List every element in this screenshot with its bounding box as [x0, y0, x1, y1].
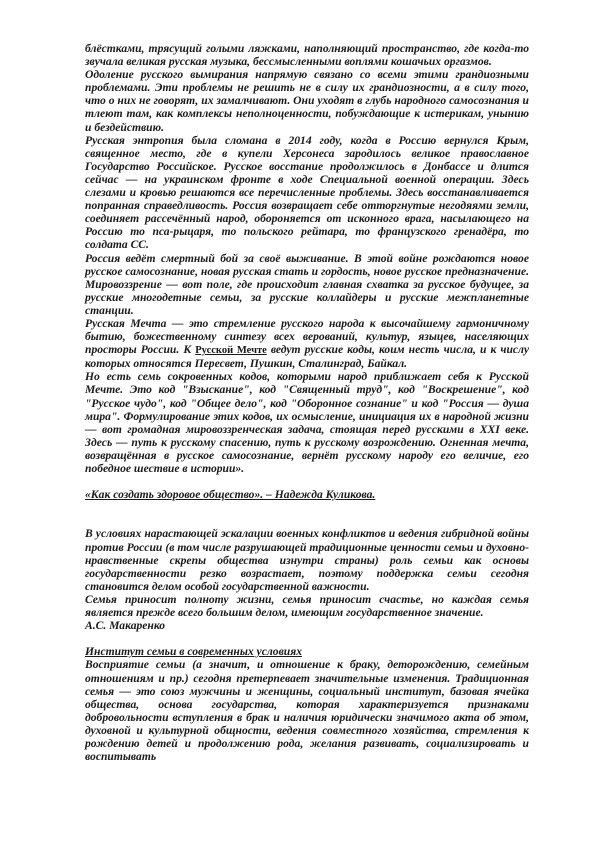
spacer [85, 632, 529, 645]
paragraph-extinction: Одоление русского вымирания напрямую связано со всеми этими грандиозными проблемами. Эти проблемы не решить не в силу их грандиозности, а в силу того, что о них не говорят, их замалчивают. Они уходят в глубь народного самосознания и тлеют там, как комплексы неполноценности, побуждающие к истерикам, унынию и бездействию. [85, 68, 529, 134]
paragraph-entropy: Русская энтропия была сломана в 2014 году, когда в Россию вернулся Крым, священное место, где в купели Херсонеса зародилось великое православное Государство Российское. Русское восстание продолжилось в Донбассе и длится сейчас — на украинском фронте в ходе Специальной военной операции. Здесь слезами и кровью решаются все перечисленные проблемы. Здесь восстанавливается попранная справедливость. Россия возвращает себе отторгнутые негодяями земли, соединяет рассечённый народ, обороняется от исконного врага, насылающего на Россию то пса-рыцаря, то польского рейтара, то французского гренадёра, то солдата СС. [85, 133, 529, 252]
document-page [85, 42, 529, 763]
spacer [85, 501, 529, 514]
paragraph-hybrid-war: В условиях нарастающей эскалации военных конфликтов и ведения гибридной войны против России (в том числе разрушающей традиционные ценности семьи и духовно-нравственные скрепы общества изнутри страны) роль семьи как основы государственности резко возрастает, поэтому поддержка семьи сегодня становится делом особой государственной важности. [85, 527, 529, 593]
dream-text-before: Русская Мечта — это стремление русского народа к высочайшему гармоничному бытию, божественному синтезу всех верований, культур, языцев, населяющих просторы России. К [85, 316, 529, 357]
russian-dream-link[interactable]: Русской Мечте [195, 345, 267, 357]
paragraph-struggle: Россия ведёт смертный бой за своё выживание. В этой войне рождаются новое русское самосознание, новая русская стать и гордость, новое русское предназначение. Мировоззрение — вот поле, где происходит главная схватка за русское будущее, за русские многодетные семьи, за русские коллайдеры и русские межпланетные станции. [85, 251, 529, 317]
dream-text-after: ведут русские коды, коим несть числа, и к числу которых относятся Пересвет, Пушкин, Сталинград, Байкал. [85, 343, 529, 371]
paragraph-music: блёстками, трясущий голыми ляжками, наполняющий пространство, где когда-то звучала великая русская музыка, бессмысленными воплями кошачьих оргазмов. [85, 42, 529, 69]
spacer [85, 475, 529, 488]
paragraph-russian-dream [85, 317, 529, 370]
quote-author: А.С. Макаренко [85, 619, 166, 633]
paragraph-seven-codes: Но есть семь сокровенных кодов, которыми народ приближает себя к Русской Мечте. Это код "Взыскание", код "Священный труд", код "Воскрешение", код "Русское чудо", код "Общее дело", код "Оборонное сознание" и код "Россия — душа мира". Формулирование этих кодов, их осмысление, инициация их в народной жизни — вот громадная мировоззренческая задача, стоящая перед русскими в XXI веке. Здесь — путь к русскому спасению, путь к русскому возрождению. Огненная мечта, возвращённая в русское самосознание, вернёт русскому народу его величие, его победное шествие в истории». [85, 370, 529, 475]
section-heading-healthy-society: «Как создать здоровое общество». – Надежда Куликова. [85, 488, 376, 502]
paragraph-makarenko-quote: Семья приносит полноту жизни, семья приносит счастье, но каждая семья является прежде всего большим делом, имеющим государственное значение. [85, 592, 529, 620]
spacer [85, 514, 529, 527]
section-heading-family-institution: Институт семьи в современных условиях [85, 645, 302, 659]
paragraph-family-perception: Восприятие семьи (а значит, и отношение к браку, деторождению, семейным отношениям и пр.) сегодня претерпевает значительные изменения. Традиционная семья — это союз мужчины и женщины, социальный институт, базовая ячейка общества, основа государства, которая характеризуется признаками добровольности вступления в брак и наличия юридически значимого акта об этом, духовной и культурной общности, ведения совместного хозяйства, стремления к рождению детей и продолжению рода, желания развивать, социализировать и воспитывать [85, 658, 529, 764]
